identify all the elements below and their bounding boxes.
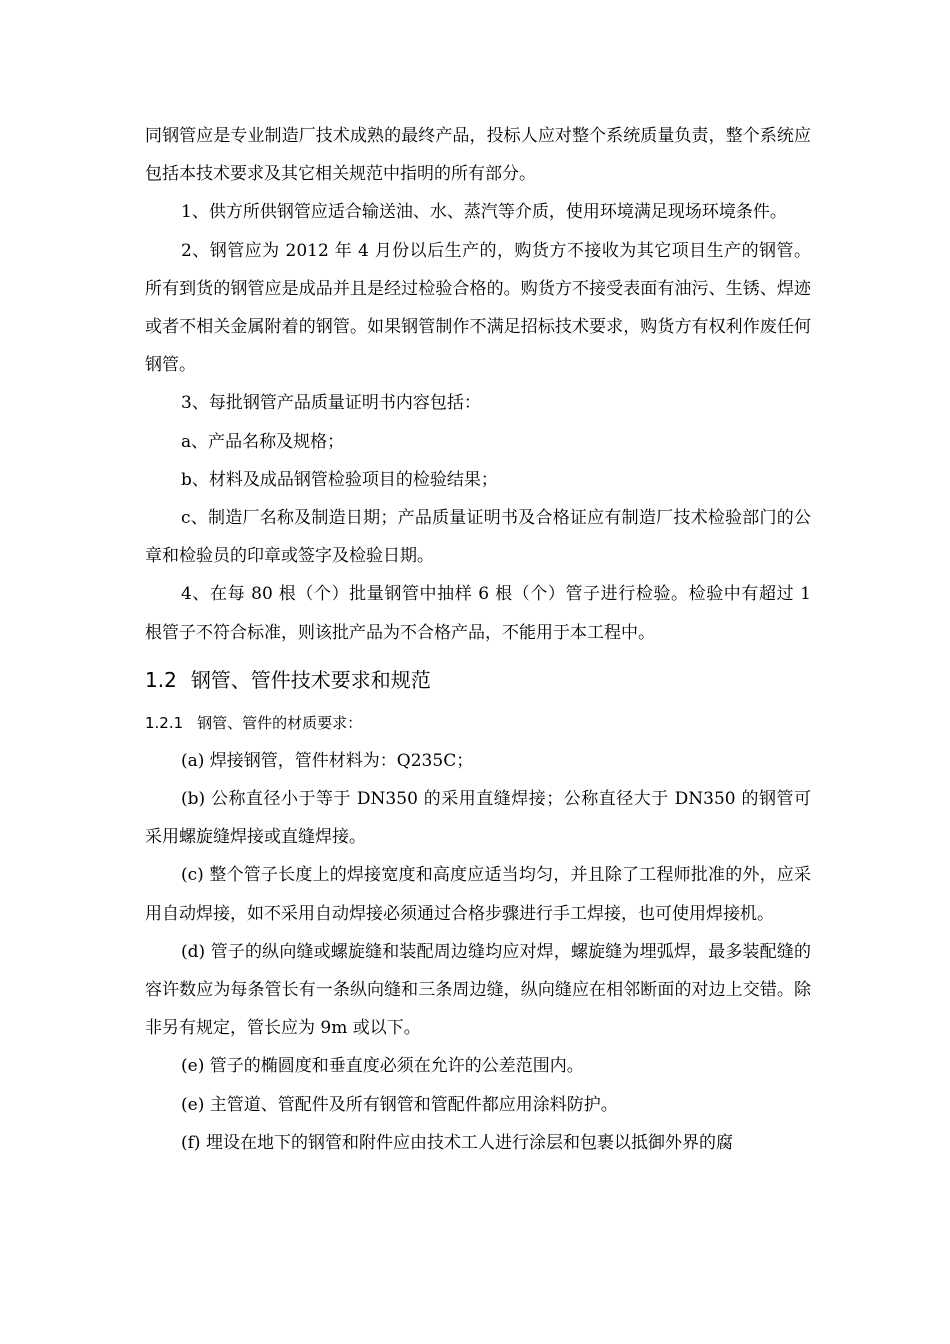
subsection-title: 钢管、管件的材质要求： bbox=[197, 713, 363, 732]
list-item-a: a、产品名称及规格； bbox=[181, 431, 345, 452]
paragraph-continuation: 同钢管应是专业制造厂技术成熟的最终产品，投标人应对整个系统质量负责，整个系统应包括本技术要求及其它相关规范中指明的所有部分。 bbox=[145, 126, 811, 185]
material-item-a: (a) 焊接钢管，管件材料为：Q235C； bbox=[181, 750, 474, 771]
list-item-b: b、材料及成品钢管检验项目的检验结果； bbox=[181, 469, 498, 490]
section-number: 1.2 bbox=[145, 667, 177, 692]
paragraph-clause-2: 2、钢管应为 2012 年 4 月份以后生产的，购货方不接收为其它项目生产的钢管。所有到货的钢管应是成品并且是经过检验合格的。购货方不接受表面有油污、生锈、焊迹或者不相关金属附着的钢管。如果钢管制作不满足招标技术要求，购货方有权利作废任何钢管。 bbox=[145, 240, 811, 376]
section-heading bbox=[145, 652, 811, 706]
material-item-c: (c) 整个管子长度上的焊接宽度和高度应适当均匀，并且除了工程师批准的外，应采用自动焊接，如不采用自动焊接必须通过合格步骤进行手工焊接，也可使用焊接机。 bbox=[145, 865, 811, 924]
material-item-b: (b) 公称直径小于等于 DN350 的采用直缝焊接；公称直径大于 DN350 的钢管可采用螺旋缝焊接或直缝焊接。 bbox=[145, 789, 811, 848]
list-item-c: c、制造厂名称及制造日期；产品质量证明书及合格证应有制造厂技术检验部门的公章和检验员的印章或签字及检验日期。 bbox=[145, 508, 811, 567]
material-item-e2: (e) 主管道、管配件及所有钢管和管配件都应用涂料防护。 bbox=[181, 1094, 618, 1115]
material-item-d: (d) 管子的纵向缝或螺旋缝和装配周边缝均应对焊，螺旋缝为埋弧焊，最多装配缝的容许数应为每条管长有一条纵向缝和三条周边缝，纵向缝应在相邻断面的对边上交错。除非另有规定，管长应为 9m 或以下。 bbox=[145, 941, 811, 1039]
subsection-number: 1.2.1 bbox=[145, 713, 184, 732]
paragraph-clause-3: 3、每批钢管产品质量证明书内容包括： bbox=[181, 393, 481, 414]
document-body bbox=[145, 117, 811, 1162]
material-item-e1: (e) 管子的椭圆度和垂直度必须在允许的公差范围内。 bbox=[181, 1056, 584, 1077]
paragraph-clause-1: 1、供方所供钢管应适合输送油、水、蒸汽等介质，使用环境满足现场环境条件。 bbox=[181, 202, 787, 223]
section-title: 钢管、管件技术要求和规范 bbox=[190, 667, 431, 692]
material-item-f: (f) 埋设在地下的钢管和附件应由技术工人进行涂层和包裹以抵御外界的腐 bbox=[181, 1132, 733, 1153]
paragraph-clause-4: 4、在每 80 根（个）批量钢管中抽样 6 根（个）管子进行检验。检验中有超过 1 根管子不符合标准，则该批产品为不合格产品，不能用于本工程中。 bbox=[145, 584, 811, 643]
subsection-heading bbox=[145, 706, 811, 742]
